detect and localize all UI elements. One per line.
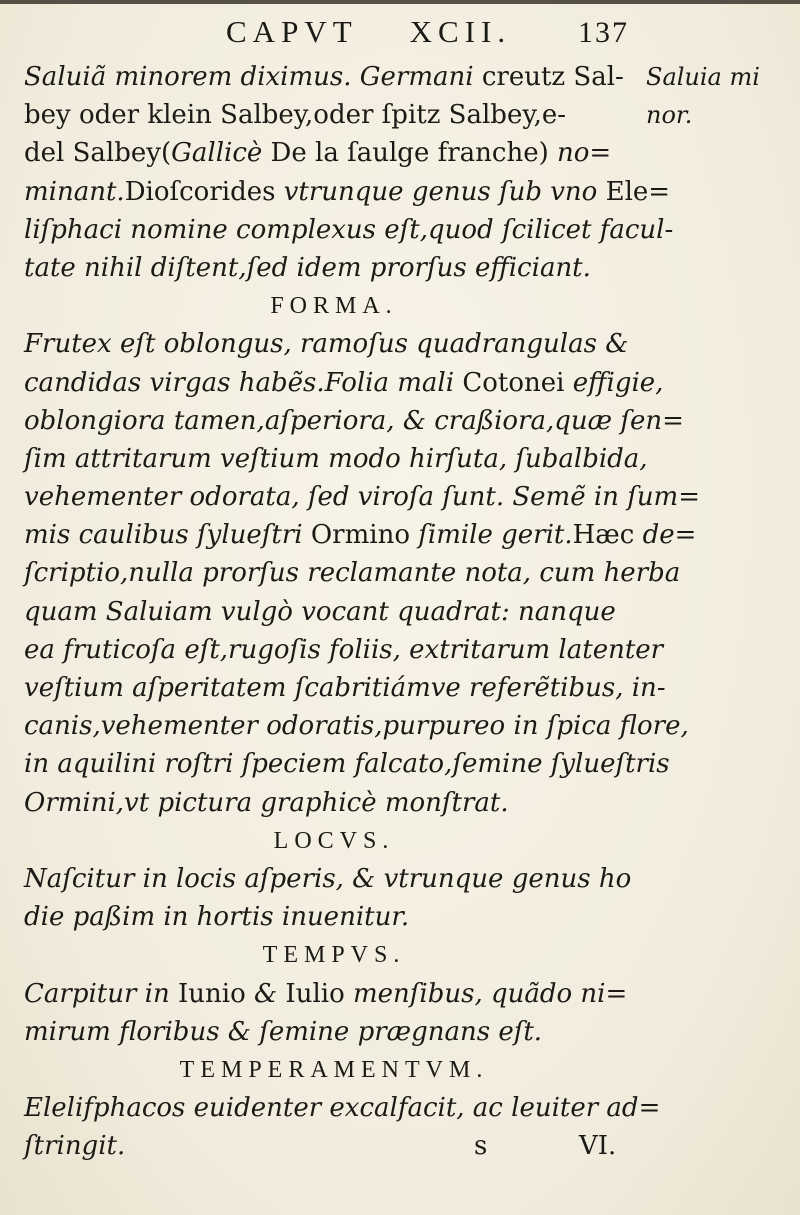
text-line bbox=[24, 516, 697, 554]
catchword: VI. bbox=[579, 1131, 617, 1162]
text-line: bey oder klein Salbey,oder ſpitz Salbey,e- bbox=[24, 100, 567, 131]
running-head-chapter-number: XCII. bbox=[409, 14, 512, 49]
margin-note-line: Saluia mi bbox=[646, 63, 760, 91]
text-span: Iunio bbox=[178, 978, 254, 1009]
text-line: veſtium aſperitatem ſcabritiámve referẽtibus, in- bbox=[24, 673, 666, 703]
main-text bbox=[24, 58, 700, 1165]
text-span: effigie, bbox=[572, 367, 664, 398]
page-number: 137 bbox=[578, 16, 629, 49]
text-line bbox=[24, 364, 664, 402]
text-line: oblongiora tamen,aſperiora, & craßiora,quæ ſen= bbox=[24, 405, 684, 436]
text-line: Elelifphacos euidenter excalfacit, ac leuiter ad= bbox=[24, 1093, 661, 1124]
running-head bbox=[226, 14, 511, 50]
text-span: mis caulibus ſylueſtri bbox=[24, 520, 311, 551]
section-heading-tempus: TEMPVS. bbox=[262, 942, 406, 969]
text-line bbox=[24, 173, 671, 211]
text-span: ſimile gerit. bbox=[418, 520, 573, 551]
page-top-edge bbox=[0, 0, 800, 4]
running-head-capvt: CAPVT bbox=[226, 14, 358, 49]
text-span: minant. bbox=[24, 176, 125, 207]
text-line bbox=[24, 1127, 644, 1165]
text-span: Dioſcorides bbox=[124, 176, 284, 207]
text-span: Ormini, bbox=[24, 787, 125, 818]
text-line: mirum floribus & ſemine prægnans eſt. bbox=[24, 1016, 543, 1047]
text-line: die paßim in hortis inuenitur. bbox=[24, 902, 410, 933]
margin-note-line: nor. bbox=[646, 101, 693, 130]
text-span: no= bbox=[557, 138, 612, 169]
text-line: liſphaci nomine complexus eſt,quod ſcilicet facul- bbox=[24, 214, 674, 245]
text-line bbox=[24, 784, 644, 822]
text-span: Iulio bbox=[285, 978, 353, 1009]
text-span: candidas virgas habẽs. bbox=[24, 367, 325, 398]
signature-mark: s bbox=[474, 1131, 488, 1162]
text-span: del Salbey( bbox=[24, 138, 172, 169]
text-span: vtrunque genus ſub vno bbox=[283, 176, 606, 207]
text-line bbox=[24, 58, 644, 96]
text-span: Cotonei bbox=[462, 367, 573, 398]
text-span: Saluiã minorem diximus. Germani bbox=[24, 62, 482, 92]
text-line: Frutex eſt oblongus, ramoſus quadrangulas & bbox=[24, 329, 629, 360]
text-line: ſim attritarum veſtium modo hirſuta, ſubalbida, bbox=[24, 443, 648, 474]
text-line: ea fruticoſa eſt,rugoſis foliis, extritarum latenter bbox=[24, 634, 664, 665]
text-span: Ormino bbox=[310, 520, 419, 551]
text-span: de= bbox=[642, 520, 697, 551]
text-line: in aquilini roſtri ſpeciem falcato,ſemine ſylueſtris bbox=[24, 749, 670, 780]
text-line bbox=[24, 975, 644, 1013]
text-line: ſcriptio,nulla prorſus reclamante nota, cum herba bbox=[24, 558, 681, 589]
page-header bbox=[0, 14, 800, 54]
text-span: Carpitur in bbox=[24, 978, 178, 1009]
text-line: Naſcitur in locis aſperis, & vtrunque genus ho bbox=[24, 863, 632, 894]
section-heading-forma: FORMA. bbox=[270, 293, 398, 320]
text-span: Folia bbox=[324, 367, 398, 398]
text-span: De la ſaulge franche) bbox=[262, 138, 558, 169]
text-span: & bbox=[254, 978, 286, 1009]
text-span: Gallicè bbox=[171, 138, 263, 169]
section-heading-locus: LOCVS. bbox=[273, 827, 395, 854]
text-line: canis,vehementer odoratis,purpureo in ſpica flore, bbox=[24, 711, 689, 742]
text-line: tate nihil diſtent,ſed idem prorſus efficiant. bbox=[24, 252, 591, 283]
text-line: quam Saluiam vulgò vocant quadrat: nanque bbox=[24, 596, 616, 627]
text-span: mali bbox=[397, 367, 463, 398]
text-span: ſtringit. bbox=[24, 1131, 126, 1162]
section-heading-temperamentum: TEMPERAMENTVM. bbox=[179, 1056, 489, 1083]
text-line: vehementer odorata, ſed viroſa ſunt. Semẽ in ſum= bbox=[24, 482, 700, 513]
text-span: vt pictura graphicè monſtrat. bbox=[124, 787, 509, 818]
text-span: Hæc bbox=[572, 520, 643, 551]
text-span: creutz Sal- bbox=[481, 62, 624, 92]
text-span: Ele= bbox=[605, 176, 671, 207]
text-span: menſibus, quãdo ni= bbox=[353, 978, 628, 1009]
margin-note bbox=[646, 58, 796, 134]
text-line bbox=[24, 134, 644, 172]
